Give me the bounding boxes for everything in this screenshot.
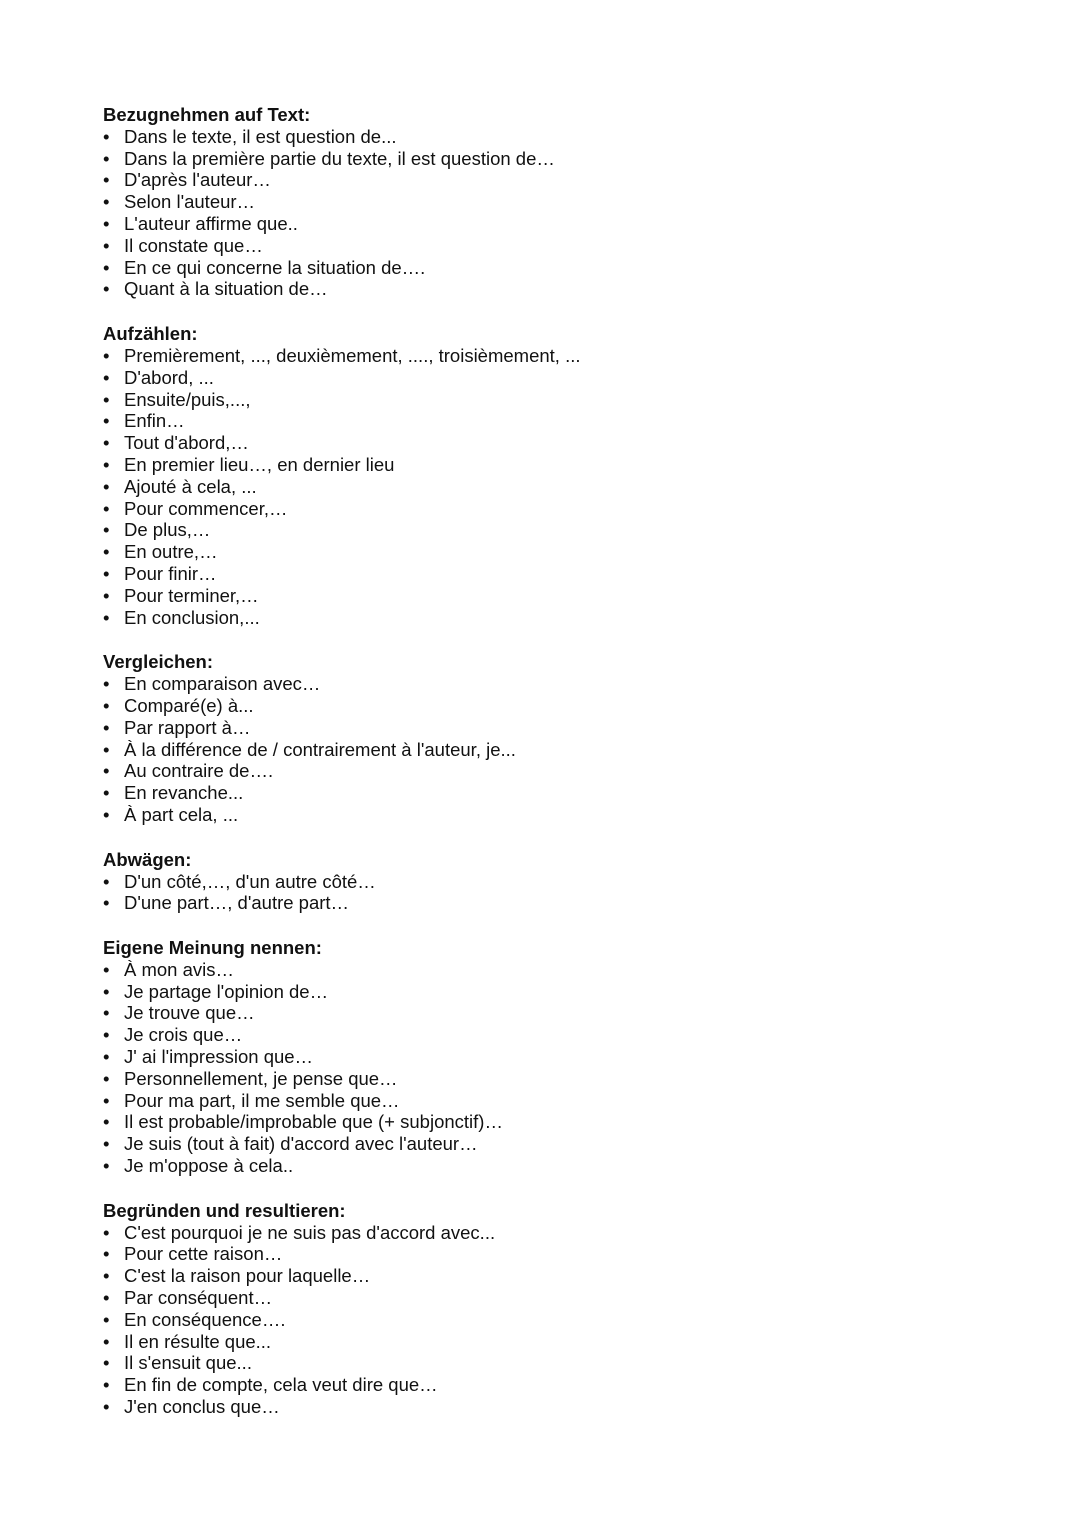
bullet-icon: • [103, 541, 110, 563]
bullet-icon: • [103, 366, 110, 388]
list-item [103, 432, 1003, 454]
list-item [103, 541, 1003, 563]
bullet-icon: • [103, 803, 110, 825]
list-item [103, 389, 1003, 411]
list-item-text: Je trouve que… [124, 1002, 255, 1024]
list-item-text: D'abord, ... [124, 366, 214, 388]
bullet-icon: • [103, 673, 110, 695]
bullet-icon: • [103, 1067, 110, 1089]
bullet-icon: • [103, 234, 110, 256]
list-item [103, 760, 1003, 782]
bullet-list [103, 959, 1003, 1177]
list-item [103, 1046, 1003, 1068]
list-item [103, 804, 1003, 826]
bullet-icon: • [103, 1265, 110, 1287]
list-item-text: De plus,… [124, 519, 211, 541]
list-item-text: C'est pourquoi je ne suis pas d'accord avec... [124, 1221, 496, 1243]
list-item-text: Il s'ensuit que... [124, 1352, 252, 1374]
list-item [103, 1222, 1003, 1244]
list-item-text: D'après l'auteur… [124, 169, 271, 191]
section [103, 323, 1003, 628]
list-item-text: J' ai l'impression que… [124, 1046, 314, 1068]
list-item [103, 563, 1003, 585]
list-item [103, 959, 1003, 981]
list-item-text: Dans le texte, il est question de... [124, 125, 397, 147]
list-item [103, 454, 1003, 476]
list-item-text: Au contraire de…. [124, 760, 274, 782]
bullet-icon: • [103, 1396, 110, 1418]
list-item-text: Tout d'abord,… [124, 432, 249, 454]
bullet-icon: • [103, 169, 110, 191]
bullet-icon: • [103, 1111, 110, 1133]
bullet-icon: • [103, 1352, 110, 1374]
bullet-icon: • [103, 410, 110, 432]
list-item-text: Je crois que… [124, 1024, 243, 1046]
bullet-icon: • [103, 475, 110, 497]
list-item [103, 695, 1003, 717]
section-heading: Aufzählen: [103, 323, 198, 345]
bullet-icon: • [103, 1221, 110, 1243]
list-item [103, 871, 1003, 893]
section-heading: Bezugnehmen auf Text: [103, 104, 311, 125]
list-item [103, 235, 1003, 257]
section [103, 937, 1003, 1177]
bullet-icon: • [103, 519, 110, 541]
list-item-text: Par conséquent… [124, 1287, 273, 1309]
section [103, 104, 1003, 300]
list-item [103, 1090, 1003, 1112]
bullet-icon: • [103, 278, 110, 300]
list-item [103, 1243, 1003, 1265]
list-item [103, 1309, 1003, 1331]
list-item-text: En comparaison avec… [124, 673, 321, 695]
list-item [103, 148, 1003, 170]
list-item-text: Je partage l'opinion de… [124, 980, 329, 1002]
bullet-icon: • [103, 606, 110, 628]
bullet-icon: • [103, 1133, 110, 1155]
list-item-text: C'est la raison pour laquelle… [124, 1265, 371, 1287]
section [103, 849, 1003, 914]
list-item-text: D'un côté,…, d'un autre côté… [124, 870, 376, 892]
list-item-text: Il constate que… [124, 234, 263, 256]
list-item-text: Pour finir… [124, 562, 217, 584]
list-item [103, 739, 1003, 761]
list-item-text: À mon avis… [124, 958, 235, 980]
list-item [103, 410, 1003, 432]
bullet-icon: • [103, 1089, 110, 1111]
bullet-icon: • [103, 1155, 110, 1177]
list-item-text: En premier lieu…, en dernier lieu [124, 453, 395, 475]
list-item-text: Il est probable/improbable que (+ subjonctif)… [124, 1111, 503, 1133]
list-item-text: L'auteur affirme que.. [124, 212, 298, 234]
bullet-icon: • [103, 453, 110, 475]
list-item [103, 126, 1003, 148]
list-item [103, 1024, 1003, 1046]
list-item-text: Dans la première partie du texte, il est question de… [124, 147, 555, 169]
list-item-text: En outre,… [124, 541, 218, 563]
list-item-text: Pour cette raison… [124, 1243, 283, 1265]
bullet-icon: • [103, 760, 110, 782]
list-item [103, 191, 1003, 213]
list-item [103, 367, 1003, 389]
list-item [103, 1374, 1003, 1396]
section-heading: Eigene Meinung nennen: [103, 937, 322, 959]
list-item-text: Personnellement, je pense que… [124, 1067, 398, 1089]
bullet-icon: • [103, 1243, 110, 1265]
list-item-text: En fin de compte, cela veut dire que… [124, 1374, 438, 1396]
bullet-icon: • [103, 1024, 110, 1046]
bullet-icon: • [103, 212, 110, 234]
section-heading: Begründen und resultieren: [103, 1199, 346, 1221]
list-item-text: Je m'oppose à cela.. [124, 1155, 294, 1177]
bullet-icon: • [103, 1002, 110, 1024]
list-item-text: En conclusion,... [124, 606, 260, 628]
list-item-text: En conséquence…. [124, 1308, 286, 1330]
list-item [103, 585, 1003, 607]
list-item [103, 498, 1003, 520]
bullet-icon: • [103, 980, 110, 1002]
bullet-icon: • [103, 694, 110, 716]
list-item [103, 607, 1003, 629]
bullet-icon: • [103, 344, 110, 366]
bullet-icon: • [103, 1374, 110, 1396]
list-item [103, 169, 1003, 191]
list-item-text: Comparé(e) à... [124, 694, 254, 716]
list-item-text: Pour commencer,… [124, 497, 288, 519]
bullet-icon: • [103, 958, 110, 980]
section-heading: Abwägen: [103, 848, 192, 870]
list-item [103, 345, 1003, 367]
list-item-text: Pour ma part, il me semble que… [124, 1089, 400, 1111]
bullet-icon: • [103, 870, 110, 892]
section [103, 651, 1003, 825]
bullet-icon: • [103, 562, 110, 584]
list-item [103, 1265, 1003, 1287]
list-item [103, 1068, 1003, 1090]
bullet-list [103, 871, 1003, 915]
bullet-list [103, 126, 1003, 300]
list-item [103, 1133, 1003, 1155]
bullet-icon: • [103, 497, 110, 519]
bullet-icon: • [103, 738, 110, 760]
bullet-icon: • [103, 147, 110, 169]
bullet-icon: • [103, 584, 110, 606]
list-item [103, 673, 1003, 695]
list-item [103, 1111, 1003, 1133]
list-item [103, 782, 1003, 804]
bullet-icon: • [103, 256, 110, 278]
list-item-text: J'en conclus que… [124, 1396, 280, 1418]
list-item [103, 476, 1003, 498]
list-item-text: En revanche... [124, 782, 244, 804]
list-item-text: Je suis (tout à fait) d'accord avec l'auteur… [124, 1133, 478, 1155]
list-item-text: D'une part…, d'autre part… [124, 892, 350, 914]
bullet-icon: • [103, 125, 110, 147]
bullet-icon: • [103, 1330, 110, 1352]
list-item [103, 981, 1003, 1003]
list-item [103, 519, 1003, 541]
list-item [103, 278, 1003, 300]
bullet-icon: • [103, 782, 110, 804]
bullet-icon: • [103, 388, 110, 410]
list-item [103, 257, 1003, 279]
list-item-text: Quant à la situation de… [124, 278, 328, 300]
bullet-icon: • [103, 191, 110, 213]
list-item-text: Pour terminer,… [124, 584, 259, 606]
list-item [103, 892, 1003, 914]
section [103, 1200, 1003, 1418]
list-item-text: À part cela, ... [124, 803, 239, 825]
list-item [103, 1352, 1003, 1374]
list-item-text: En ce qui concerne la situation de…. [124, 256, 426, 278]
bullet-list [103, 1222, 1003, 1418]
section-heading: Vergleichen: [103, 651, 214, 673]
list-item-text: À la différence de / contrairement à l'auteur, je... [124, 738, 516, 760]
list-item [103, 1396, 1003, 1418]
list-item [103, 213, 1003, 235]
bullet-icon: • [103, 1308, 110, 1330]
list-item-text: Par rapport à… [124, 716, 251, 738]
bullet-icon: • [103, 432, 110, 454]
bullet-list [103, 673, 1003, 826]
list-item [103, 717, 1003, 739]
list-item-text: Il en résulte que... [124, 1330, 272, 1352]
list-item [103, 1331, 1003, 1353]
list-item [103, 1287, 1003, 1309]
list-item-text: Ajouté à cela, ... [124, 475, 257, 497]
bullet-icon: • [103, 1287, 110, 1309]
bullet-icon: • [103, 716, 110, 738]
document-body [103, 104, 1003, 1441]
list-item-text: Enfin… [124, 410, 185, 432]
list-item-text: Premièrement, ..., deuxièmement, ...., troisièmement, ... [124, 344, 581, 366]
bullet-list [103, 345, 1003, 628]
list-item [103, 1155, 1003, 1177]
bullet-icon: • [103, 1046, 110, 1068]
bullet-icon: • [103, 892, 110, 914]
list-item-text: Ensuite/puis,..., [124, 388, 251, 410]
list-item-text: Selon l'auteur… [124, 191, 256, 213]
list-item [103, 1002, 1003, 1024]
